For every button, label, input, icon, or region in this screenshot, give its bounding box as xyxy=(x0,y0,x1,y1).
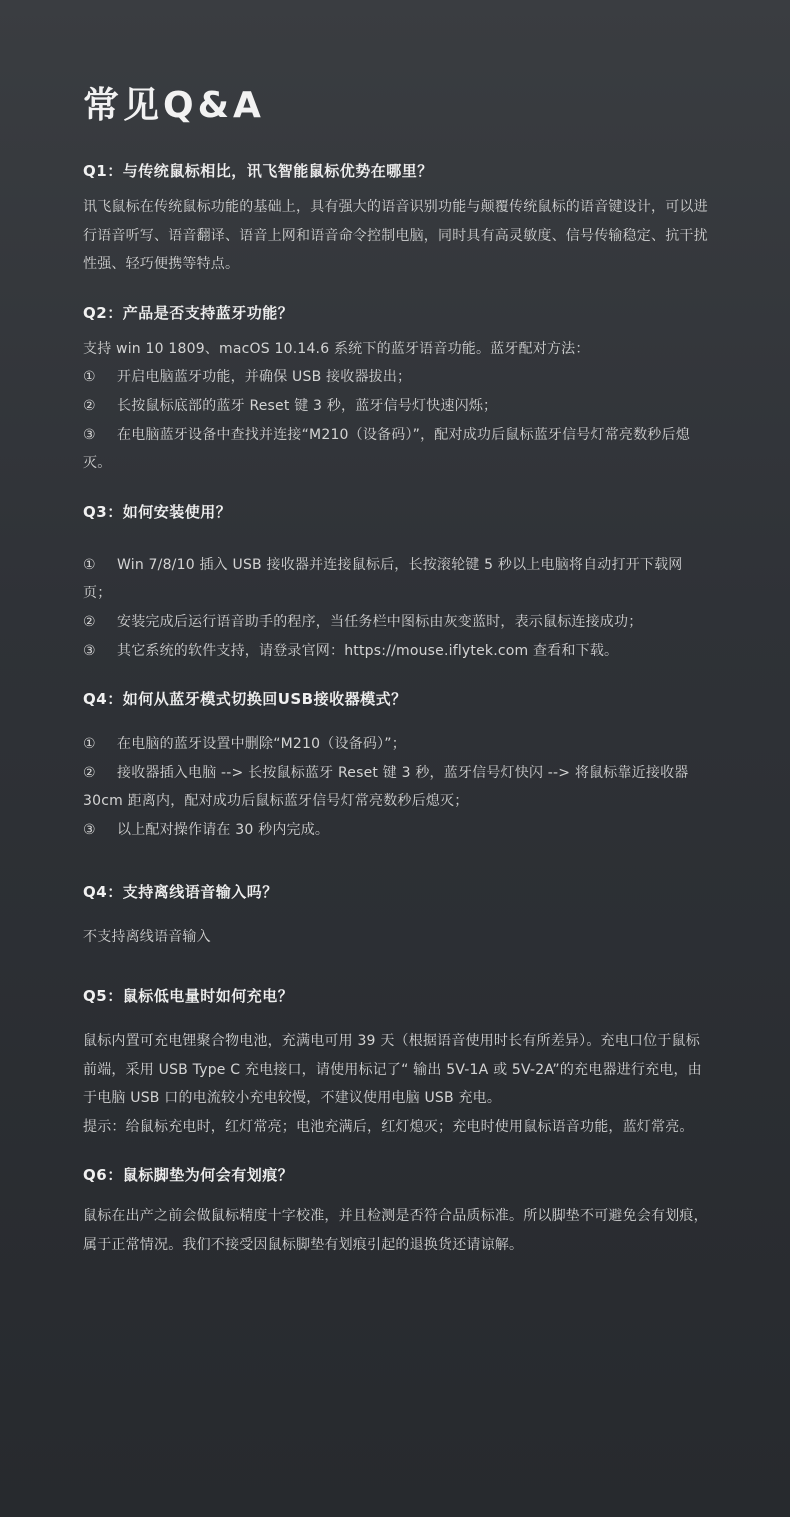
step-text: 长按鼠标底部的蓝牙 Reset 键 3 秒，蓝牙信号灯快速闪烁； xyxy=(117,397,498,414)
answer-paragraph: 鼠标在出产之前会做鼠标精度十字校准，并且检测是否符合品质标准。所以脚垫不可避免会有划痕，属于正常情况。我们不接受因鼠标脚垫有划痕引起的退换货还请谅解。 xyxy=(83,1208,708,1254)
question-text: Q1：与传统鼠标相比，讯飞智能鼠标优势在哪里？ xyxy=(83,162,433,180)
step-number: ② xyxy=(83,397,96,414)
answer-text xyxy=(83,923,708,952)
answer-text xyxy=(83,1027,708,1141)
step-item xyxy=(83,608,708,637)
step-text: 接收器插入电脑 --> 长按鼠标蓝牙 Reset 键 3 秒，蓝牙信号灯快闪 --> 将鼠标靠近接收器 30cm 距离内，配对成功后鼠标蓝牙信号灯常亮数秒后熄灭； xyxy=(83,764,689,810)
answer-text xyxy=(83,730,708,844)
step-number: ① xyxy=(83,369,96,386)
answer-intro: 支持 win 10 1809、macOS 10.14.6 系统下的蓝牙语音功能。蓝牙配对方法： xyxy=(83,340,590,357)
step-item xyxy=(83,816,708,845)
step-text: 以上配对操作请在 30 秒内完成。 xyxy=(117,821,330,838)
step-number: ③ xyxy=(83,821,96,838)
qa-item-5 xyxy=(83,881,708,952)
qa-item-1 xyxy=(83,160,708,279)
answer-paragraph: 讯飞鼠标在传统鼠标功能的基础上，具有强大的语音识别功能与颠覆传统鼠标的语音键设计，可以进行语音听写、语音翻译、语音上网和语音命令控制电脑，同时具有高灵敏度、信号传输稳定、抗干扰性强、轻巧便携等特点。 xyxy=(83,199,708,273)
qa-item-7 xyxy=(83,1164,708,1259)
step-text: Win 7/8/10 插入 USB 接收器并连接鼠标后，长按滚轮键 5 秒以上电脑将自动打开下载网页； xyxy=(83,556,683,602)
step-item xyxy=(83,363,708,392)
step-item xyxy=(83,551,708,608)
step-number: ③ xyxy=(83,426,96,443)
page-title: 常见Q&A xyxy=(83,85,265,126)
question-text: Q2：产品是否支持蓝牙功能？ xyxy=(83,303,294,322)
answer-tip: 提示：给鼠标充电时，红灯常亮；电池充满后，红灯熄灭；充电时使用鼠标语音功能，蓝灯常亮。 xyxy=(83,1118,694,1135)
question-text: Q5：鼠标低电量时如何充电？ xyxy=(83,987,294,1006)
step-text: 其它系统的软件支持，请登录官网：https://mouse.iflytek.com 查看和下载。 xyxy=(117,642,619,659)
step-number: ③ xyxy=(83,642,96,659)
answer-paragraph: 不支持离线语音输入 xyxy=(83,928,211,945)
answer-text xyxy=(83,1202,708,1259)
step-number: ② xyxy=(83,764,96,781)
question-text: Q6：鼠标脚垫为何会有划痕？ xyxy=(83,1166,294,1185)
step-item xyxy=(83,392,708,421)
step-item xyxy=(83,421,708,478)
step-number: ① xyxy=(83,556,96,573)
step-text: 开启电脑蓝牙功能，并确保 USB 接收器拔出； xyxy=(117,369,412,386)
question-text: Q4：如何从蓝牙模式切换回USB接收器模式？ xyxy=(83,690,407,709)
answer-paragraph: 鼠标内置可充电锂聚合物电池，充满电可用 39 天（根据语音使用时长有所差异）。充电口位于鼠标前端，采用 USB Type C 充电接口，请使用标记了“ 输出 5V-1A 或 5V-2A”的充电器进行充电，由于电脑 USB 口的电流较小充电较慢，不建议使用电脑 USB 充电。 xyxy=(83,1033,702,1107)
question-text: Q3：如何安装使用？ xyxy=(83,502,232,521)
step-item xyxy=(83,759,708,816)
qa-item-4 xyxy=(83,688,708,844)
question-text: Q4：支持离线语音输入吗？ xyxy=(83,882,278,901)
qa-item-2 xyxy=(83,302,708,478)
step-number: ② xyxy=(83,613,96,630)
step-item xyxy=(83,730,708,759)
answer-text xyxy=(83,193,708,279)
answer-text xyxy=(83,335,708,478)
step-text: 在电脑的蓝牙设置中删除“M210（设备码）”； xyxy=(117,736,406,753)
answer-text xyxy=(83,551,708,665)
qa-item-3 xyxy=(83,501,708,665)
step-text: 在电脑蓝牙设备中查找并连接“M210（设备码）”，配对成功后鼠标蓝牙信号灯常亮数秒后熄灭。 xyxy=(83,426,690,472)
step-number: ① xyxy=(83,736,96,753)
step-item xyxy=(83,637,708,666)
step-text: 安装完成后运行语音助手的程序，当任务栏中图标由灰变蓝时，表示鼠标连接成功； xyxy=(117,613,643,630)
qa-item-6 xyxy=(83,985,708,1141)
